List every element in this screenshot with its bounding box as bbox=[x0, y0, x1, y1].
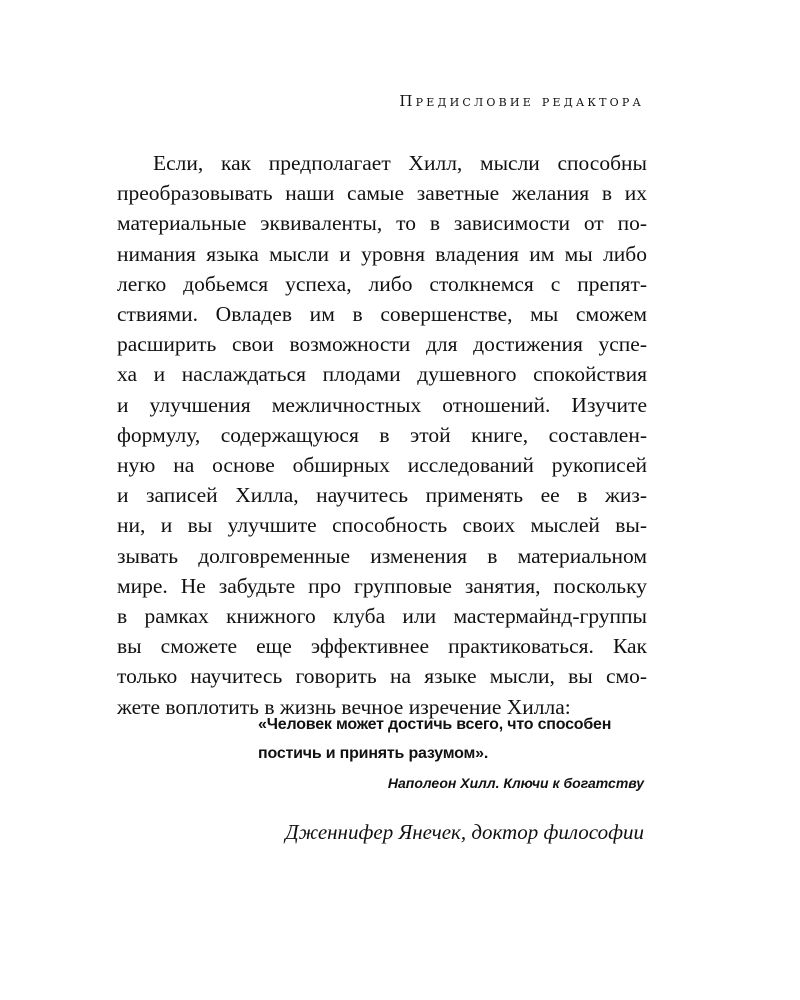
author-signature: Дженнифер Янечек, доктор философии bbox=[285, 820, 644, 844]
text-line: мире. Не забудьте про групповые занятия, поскольку bbox=[117, 573, 647, 598]
text-line: в рамках книжного клуба или мастермайнд-группы bbox=[117, 604, 647, 629]
running-head: Предисловие редактора bbox=[399, 92, 644, 110]
text-line: жете воплотить в жизнь вечное изречение Хилла: bbox=[117, 694, 571, 719]
text-line: материальные эквиваленты, то в зависимости от по- bbox=[117, 211, 647, 236]
text-line: вы сможете еще эффективнее практиковаться. Как bbox=[117, 634, 647, 659]
text-line: и записей Хилла, научитесь применять ее в жиз- bbox=[117, 483, 647, 508]
text-line: формулу, содержащуюся в этой книге, составлен- bbox=[117, 422, 647, 447]
text-line: зывать долговременные изменения в материальном bbox=[117, 543, 647, 568]
text-line: ствиями. Овладев им в совершенстве, мы сможем bbox=[117, 302, 647, 327]
text-line: ха и наслаждаться плодами душевного спокойствия bbox=[117, 362, 647, 387]
body-paragraph bbox=[117, 148, 647, 722]
epigraph-quote bbox=[258, 710, 646, 768]
quote-attribution: Наполеон Хилл. Ключи к богатству bbox=[387, 775, 644, 791]
quote-line: постичь и принять разумом». bbox=[258, 745, 489, 762]
text-line: легко добьемся успеха, либо столкнемся с препят- bbox=[117, 271, 647, 296]
quote-line: «Человек может достичь всего, что способен bbox=[258, 716, 612, 733]
text-line: нимания языка мысли и уровня владения им мы либо bbox=[117, 241, 647, 266]
text-line: преобразовывать наши самые заветные желания в их bbox=[117, 181, 647, 206]
text-line: ни, и вы улучшите способность своих мыслей вы- bbox=[117, 513, 647, 538]
text-line: только научитесь говорить на языке мысли, вы смо- bbox=[117, 664, 647, 689]
text-line: расширить свои возможности для достижения успе- bbox=[117, 332, 647, 357]
text-line: ную на основе обширных исследований рукописей bbox=[117, 453, 647, 478]
text-line: Если, как предполагает Хилл, мысли способны bbox=[153, 151, 647, 175]
text-line: и улучшения межличностных отношений. Изучите bbox=[117, 392, 647, 417]
